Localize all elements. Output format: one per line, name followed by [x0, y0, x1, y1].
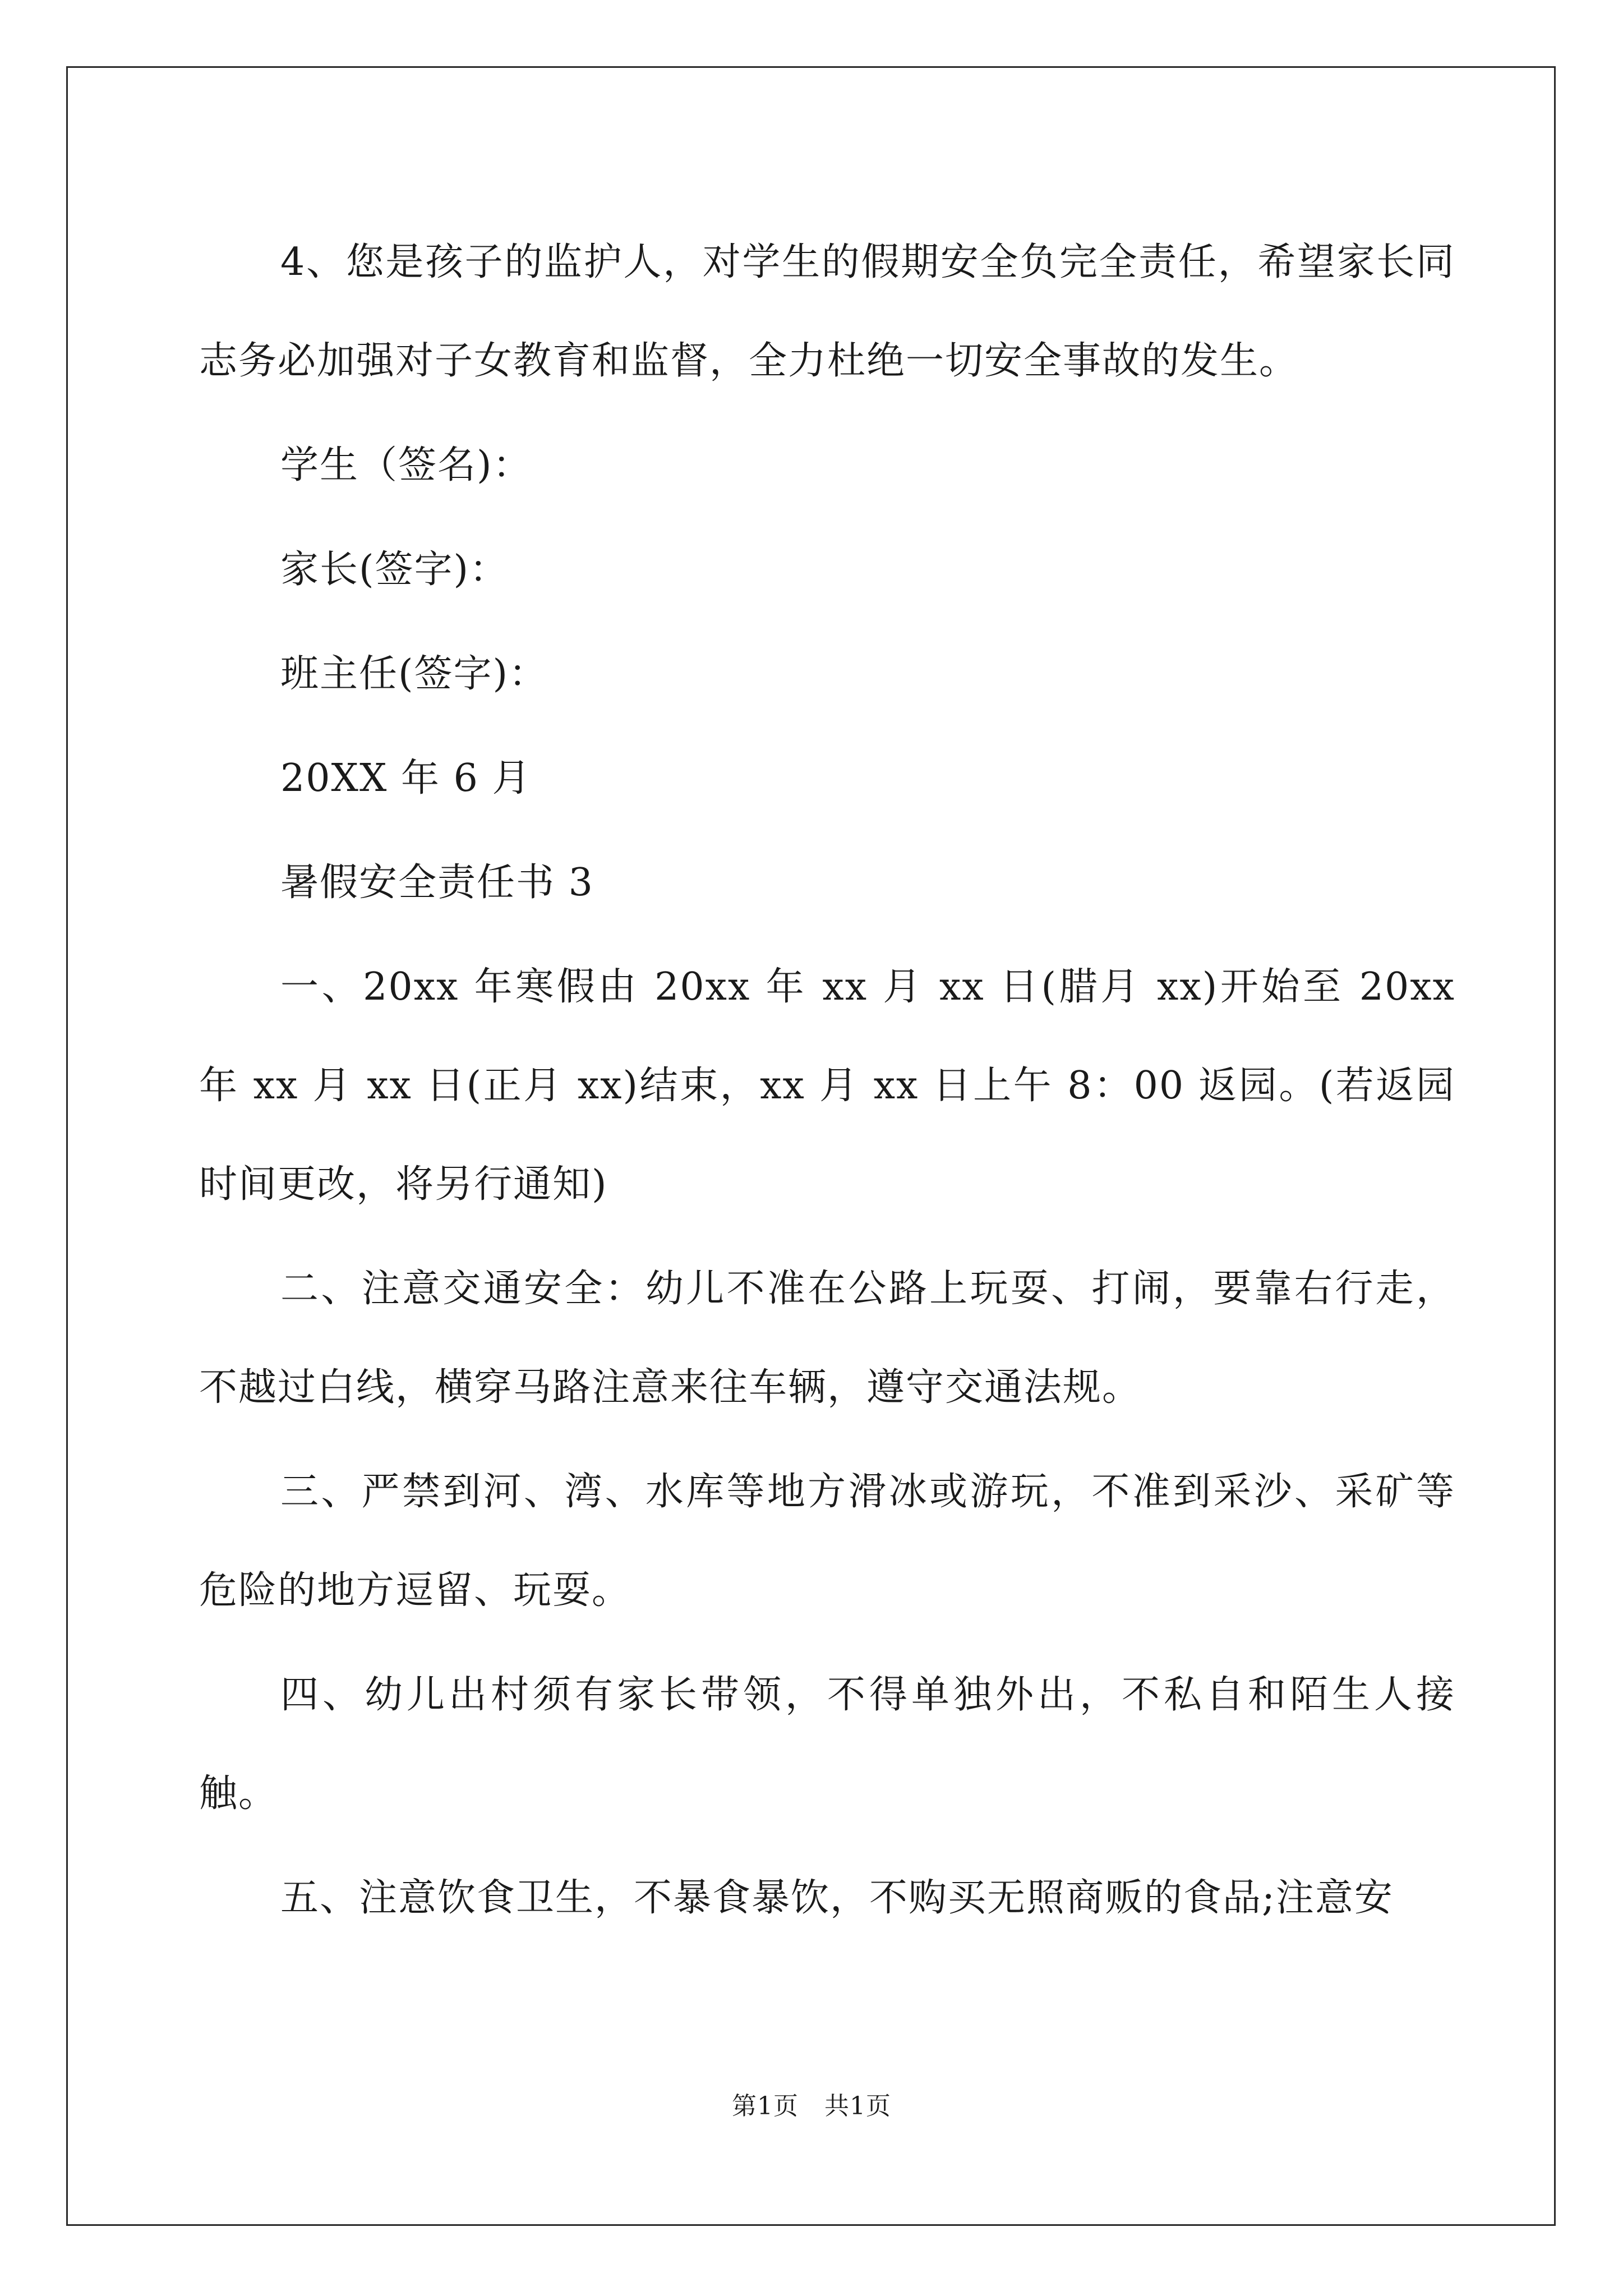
document-body [199, 213, 1455, 1953]
paragraph-outing-rules: 四、幼儿出村须有家长带领，不得单独外出，不私自和陌生人接触。 [199, 1673, 1455, 1816]
page-footer [0, 2086, 1623, 2122]
paragraph-holiday-schedule: 一、20xx 年寒假由 20xx 年 xx 月 xx 日(腊月 xx)开始至 20xx 年 xx 月 xx 日(正月 xx)结束，xx 月 xx 日上午 8：00 返园。(若返园时间更改，将另行通知) [199, 965, 1455, 1207]
student-signature-line: 学生（签名)： [280, 443, 532, 487]
paragraph-water-safety: 三、严禁到河、湾、水库等地方滑冰或游玩，不准到采沙、采矿等危险的地方逗留、玩耍。 [199, 1470, 1455, 1613]
parent-signature-line: 家长(签字)： [280, 547, 509, 592]
date-line: 20XX 年 6 月 [280, 756, 532, 800]
page-number: 第1页 [732, 2092, 799, 2120]
paragraph-traffic-safety: 二、注意交通安全：幼儿不准在公路上玩耍、打闹，要靠右行走，不越过白线，横穿马路注意来往车辆，遵守交通法规。 [199, 1267, 1455, 1410]
paragraph-food-hygiene: 五、注意饮食卫生，不暴食暴饮，不购买无照商贩的食品;注意安 [280, 1876, 1394, 1920]
section-title: 暑假安全责任书 3 [280, 861, 594, 905]
paragraph-guardian-responsibility: 4、您是孩子的监护人，对学生的假期安全负完全责任，希望家长同志务必加强对子女教育和监督，全力杜绝一切安全事故的发生。 [199, 240, 1455, 383]
teacher-signature-line: 班主任(签字)： [280, 652, 548, 696]
page-total: 共1页 [824, 2092, 891, 2120]
